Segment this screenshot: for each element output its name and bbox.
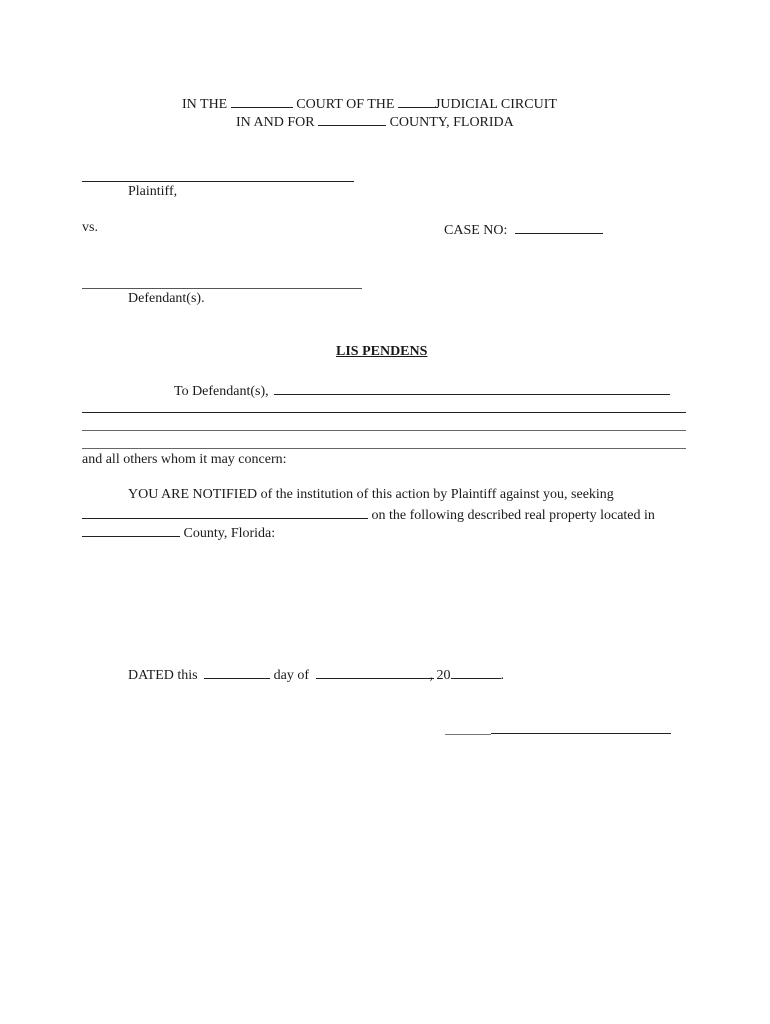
county-florida-text: County, Florida: [183,526,276,541]
property-row [82,505,655,524]
dated-period: . [500,668,505,683]
year-prefix: , 20 [429,668,451,683]
month-blank[interactable] [316,665,434,679]
court-name-blank[interactable] [231,94,293,108]
day-blank[interactable] [204,665,270,679]
dated-this-label: DATED this [128,668,198,683]
notified-text: YOU ARE NOTIFIED of the institution of this action by Plaintiff against you, seeking [128,487,614,502]
caption-court-of-the: COURT OF THE [296,97,395,112]
relief-sought-blank[interactable] [82,505,368,519]
to-defendants-label: To Defendant(s), [174,384,269,399]
year-blank[interactable] [451,665,501,679]
county-row [82,523,275,542]
defendant-names-line-2[interactable] [82,412,686,413]
signature-line[interactable] [491,733,671,734]
document-title: LIS PENDENS [336,344,428,359]
day-of-label: day of [273,668,310,683]
caption-line-2 [236,112,514,131]
plaintiff-label: Plaintiff, [128,184,178,199]
defendant-name-line[interactable] [82,288,362,289]
vs-label: vs. [82,220,98,235]
signature-line-short [445,734,491,735]
defendant-names-blank[interactable] [274,381,670,395]
defendant-names-line-4[interactable] [82,448,686,449]
defendant-names-line-3[interactable] [82,430,686,431]
county-name-blank[interactable] [318,112,386,126]
case-number-blank[interactable] [515,220,603,234]
to-defendants-row [174,381,670,400]
caption-county-florida: COUNTY, FLORIDA [389,115,514,130]
plaintiff-name-line[interactable] [82,181,354,182]
circuit-number-blank[interactable] [398,94,438,108]
dated-row [128,665,504,684]
all-others-text: and all others whom it may concern: [82,452,287,467]
caption-in-and-for: IN AND FOR [236,115,315,130]
property-text: on the following described real property located in [371,508,655,523]
property-county-blank[interactable] [82,523,180,537]
case-no-label: CASE NO: [444,223,508,238]
caption-judicial-circuit: JUDICIAL CIRCUIT [434,97,557,112]
caption-in-the: IN THE [182,97,228,112]
defendants-label: Defendant(s). [128,291,205,306]
caption-line-1 [182,94,557,113]
case-no-row [444,220,603,239]
